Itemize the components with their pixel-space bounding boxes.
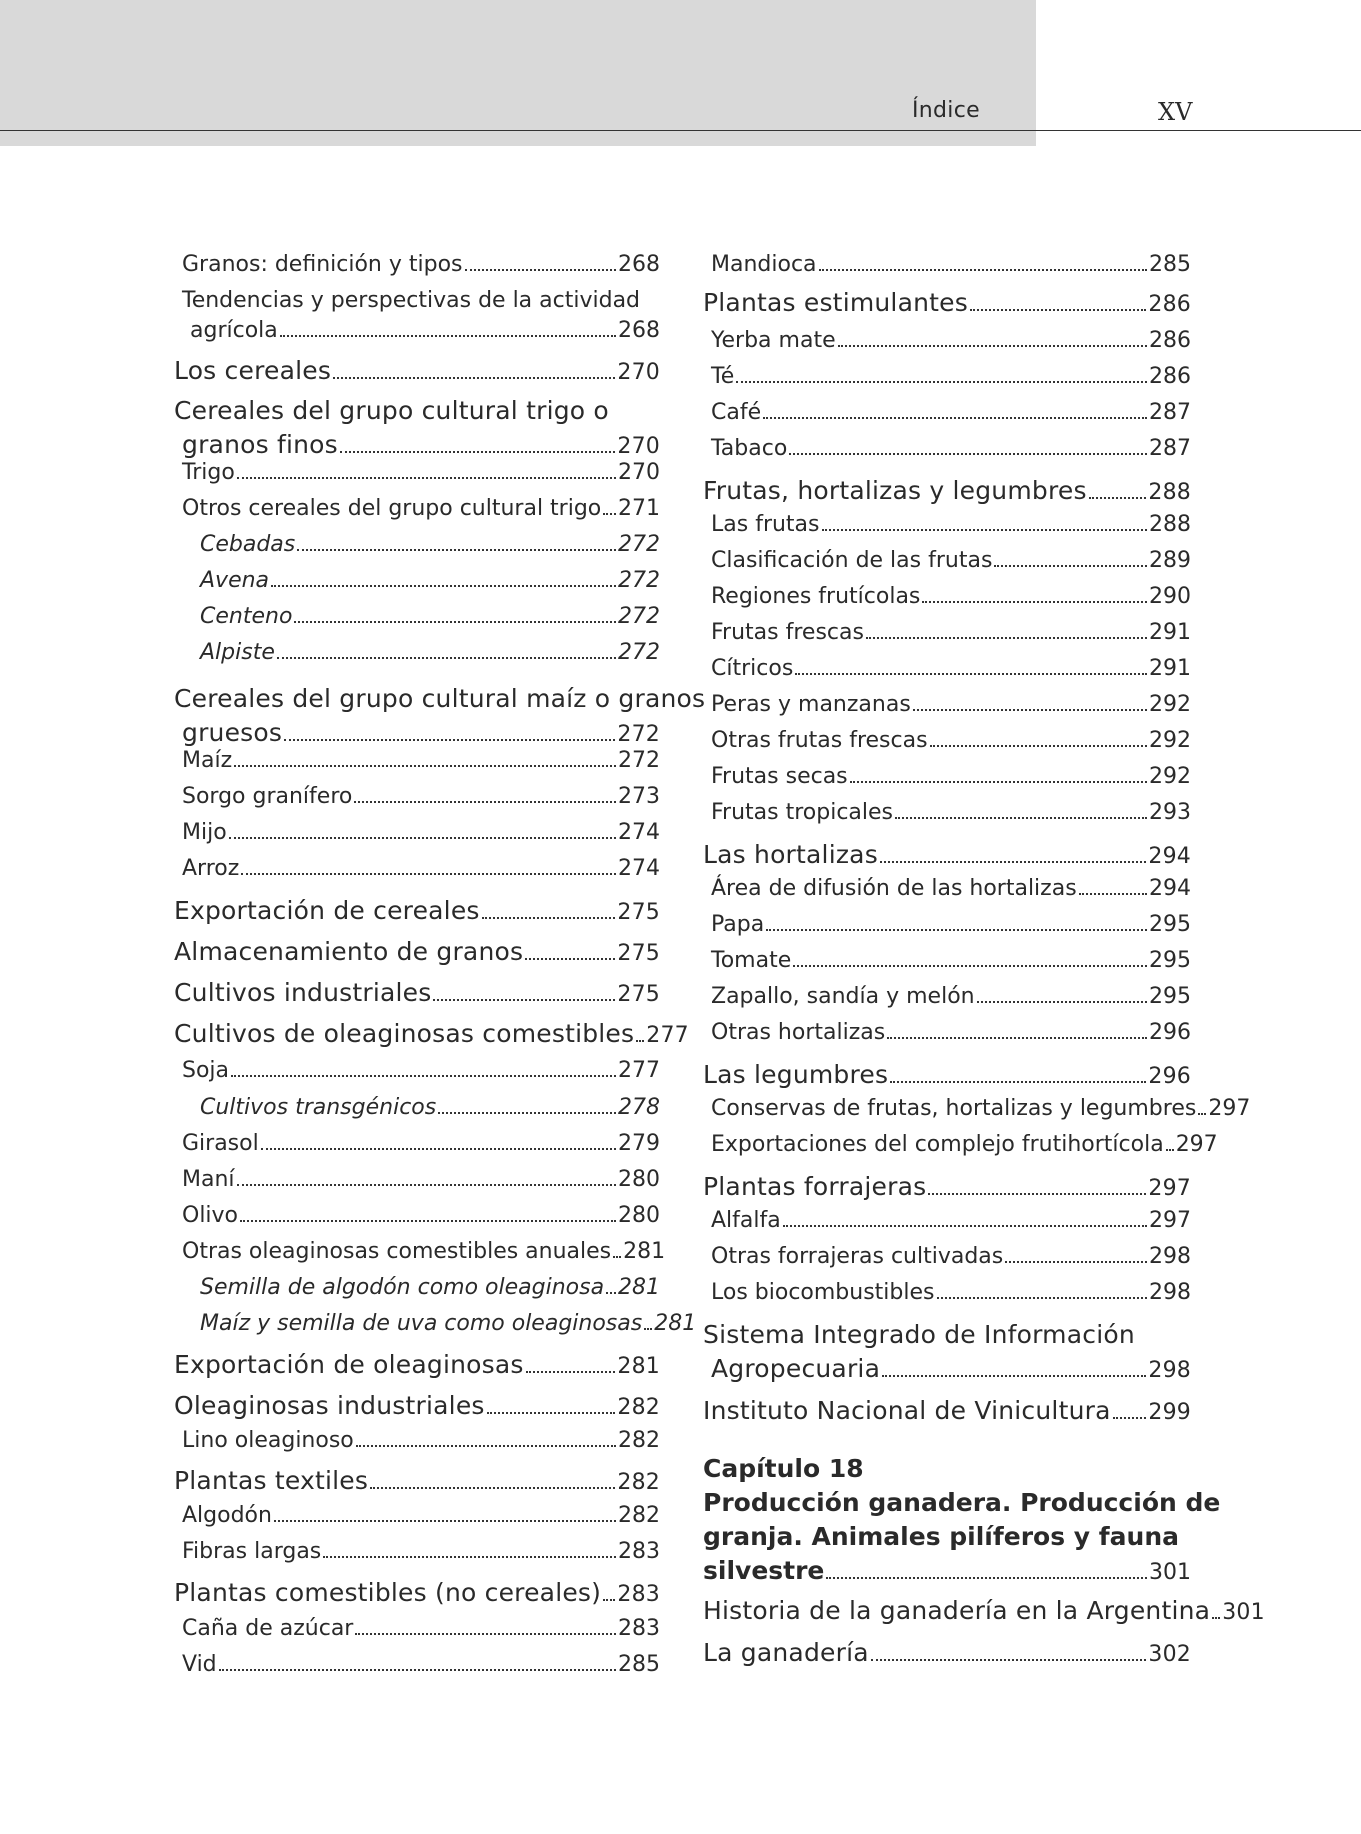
entry-page-number: 285 bbox=[1149, 252, 1191, 277]
entry-title: Cultivos industriales bbox=[174, 978, 432, 1007]
entry-page-number: 272 bbox=[618, 604, 660, 629]
chapter-title-entry bbox=[703, 1556, 1191, 1585]
entry-page-number: 299 bbox=[1148, 1400, 1191, 1425]
toc-entry bbox=[711, 800, 1191, 825]
entry-title: Yerba mate bbox=[711, 328, 836, 353]
toc-entry bbox=[182, 1167, 660, 1192]
toc-entry-line1: Sistema Integrado de Información bbox=[703, 1320, 1135, 1349]
entry-page-number: 270 bbox=[617, 360, 660, 385]
dot-leader bbox=[880, 861, 1146, 863]
dot-leader bbox=[240, 1220, 616, 1222]
toc-entry bbox=[182, 460, 660, 485]
entry-title: Historia de la ganadería en la Argentina bbox=[703, 1596, 1211, 1625]
entry-title: Alfalfa bbox=[711, 1208, 781, 1233]
entry-title: Avena bbox=[200, 568, 270, 593]
toc-entry bbox=[200, 1095, 660, 1120]
entry-title: Exportación de cereales bbox=[174, 896, 480, 925]
entry-page-number: 289 bbox=[1149, 548, 1191, 573]
toc-entry bbox=[711, 436, 1191, 461]
dot-leader bbox=[766, 929, 1147, 931]
toc-entry bbox=[190, 318, 660, 343]
entry-page-number: 293 bbox=[1149, 800, 1191, 825]
entry-title: Maíz y semilla de uva como oleaginosas bbox=[200, 1311, 643, 1336]
entry-title: Trigo bbox=[182, 460, 235, 485]
toc-entry bbox=[182, 1539, 660, 1564]
entry-title: Granos: definición y tipos bbox=[182, 252, 463, 277]
dot-leader bbox=[274, 1520, 616, 1522]
toc-entry bbox=[703, 1060, 1191, 1089]
entry-title: Sorgo granífero bbox=[182, 784, 353, 809]
dot-leader bbox=[793, 965, 1147, 967]
toc-entry-line1: Cereales del grupo cultural trigo o bbox=[174, 396, 609, 425]
dot-leader bbox=[913, 709, 1147, 711]
dot-leader bbox=[644, 1328, 652, 1330]
toc-entry bbox=[200, 568, 660, 593]
entry-title: gruesos bbox=[182, 718, 283, 747]
entry-page-number: 301 bbox=[1222, 1600, 1265, 1625]
entry-page-number: 291 bbox=[1149, 620, 1191, 645]
entry-title: Frutas, hortalizas y legumbres bbox=[703, 476, 1087, 505]
dot-leader bbox=[866, 637, 1147, 639]
dot-leader bbox=[229, 837, 616, 839]
entry-title: Té bbox=[711, 364, 735, 389]
dot-leader bbox=[355, 1633, 616, 1635]
entry-title: Exportación de oleaginosas bbox=[174, 1350, 524, 1379]
entry-title: Maíz bbox=[182, 748, 233, 773]
entry-page-number: 272 bbox=[618, 640, 660, 665]
toc-entry bbox=[711, 328, 1191, 353]
toc-entry bbox=[711, 764, 1191, 789]
dot-leader bbox=[297, 549, 616, 551]
toc-entry bbox=[711, 1208, 1191, 1233]
toc-entry bbox=[182, 1503, 660, 1528]
entry-page-number: 268 bbox=[618, 318, 660, 343]
entry-page-number: 282 bbox=[617, 1395, 660, 1420]
dot-leader bbox=[231, 1075, 616, 1077]
entry-title: Algodón bbox=[182, 1503, 272, 1528]
toc-entry bbox=[711, 512, 1191, 537]
toc-entry bbox=[182, 1652, 660, 1677]
entry-title: Soja bbox=[182, 1058, 230, 1083]
toc-entry bbox=[711, 620, 1191, 645]
entry-title: agrícola bbox=[190, 318, 278, 343]
dot-leader bbox=[1166, 1149, 1174, 1151]
chapter-label: Capítulo 18 bbox=[703, 1454, 864, 1483]
toc-entry bbox=[711, 656, 1191, 681]
toc-entry bbox=[200, 532, 660, 557]
page-number: XV bbox=[1158, 98, 1193, 126]
entry-page-number: 272 bbox=[618, 532, 660, 557]
entry-title: Regiones frutícolas bbox=[711, 584, 921, 609]
entry-page-number: 281 bbox=[617, 1354, 660, 1379]
toc-entry bbox=[711, 948, 1191, 973]
dot-leader bbox=[736, 381, 1147, 383]
toc-entry bbox=[182, 1239, 666, 1264]
toc-entry bbox=[182, 252, 660, 277]
entry-title: Girasol bbox=[182, 1131, 259, 1156]
dot-leader bbox=[977, 1001, 1147, 1003]
toc-entry bbox=[703, 840, 1191, 869]
entry-title: Mandioca bbox=[711, 252, 817, 277]
toc-entry bbox=[200, 640, 660, 665]
dot-leader bbox=[438, 1112, 616, 1114]
dot-leader bbox=[525, 958, 615, 960]
chapter-title-last: silvestre bbox=[703, 1556, 825, 1585]
entry-title: Olivo bbox=[182, 1203, 239, 1228]
entry-page-number: 288 bbox=[1149, 512, 1191, 537]
dot-leader bbox=[354, 801, 616, 803]
entry-page-number: 282 bbox=[617, 1470, 660, 1495]
entry-page-number: 286 bbox=[1148, 292, 1191, 317]
entry-page-number: 274 bbox=[618, 856, 660, 881]
entry-page-number: 275 bbox=[617, 982, 660, 1007]
entry-page-number: 292 bbox=[1149, 728, 1191, 753]
entry-page-number: 282 bbox=[618, 1503, 660, 1528]
entry-page-number: 272 bbox=[617, 722, 660, 747]
chapter-title-line: granja. Animales pilíferos y fauna bbox=[703, 1522, 1180, 1551]
toc-entry bbox=[711, 548, 1191, 573]
toc-entry bbox=[711, 400, 1191, 425]
dot-leader bbox=[284, 739, 615, 741]
dot-leader bbox=[789, 453, 1147, 455]
toc-entry bbox=[174, 937, 660, 966]
dot-leader bbox=[850, 781, 1147, 783]
entry-title: Otras frutas frescas bbox=[711, 728, 928, 753]
entry-title: Semilla de algodón como oleaginosa bbox=[200, 1275, 605, 1300]
dot-leader bbox=[826, 1577, 1147, 1579]
entry-page-number: 272 bbox=[618, 568, 660, 593]
entry-page-number: 279 bbox=[618, 1131, 660, 1156]
dot-leader bbox=[613, 1256, 621, 1258]
dot-leader bbox=[1089, 497, 1147, 499]
entry-title: Caña de azúcar bbox=[182, 1616, 354, 1641]
entry-title: Centeno bbox=[200, 604, 293, 629]
entry-title: Tomate bbox=[711, 948, 792, 973]
toc-entry bbox=[711, 728, 1191, 753]
toc-entry bbox=[711, 984, 1191, 1009]
dot-leader bbox=[370, 1487, 615, 1489]
toc-entry bbox=[703, 288, 1191, 317]
toc-entry bbox=[711, 252, 1191, 277]
toc-entry bbox=[174, 1466, 660, 1495]
entry-page-number: 288 bbox=[1148, 480, 1191, 505]
entry-title: Área de difusión de las hortalizas bbox=[711, 876, 1077, 901]
entry-page-number: 275 bbox=[617, 900, 660, 925]
toc-entry bbox=[182, 718, 660, 747]
dot-leader bbox=[795, 673, 1147, 675]
toc-entry bbox=[174, 1350, 660, 1379]
entry-title: Plantas comestibles (no cereales) bbox=[174, 1578, 602, 1607]
toc-entry bbox=[182, 430, 660, 459]
toc-entry bbox=[711, 364, 1191, 389]
entry-title: Otras oleaginosas comestibles anuales bbox=[182, 1239, 612, 1264]
toc-column-right bbox=[703, 0, 1265, 1834]
entry-title: Fibras largas bbox=[182, 1539, 322, 1564]
entry-title: Vid bbox=[182, 1652, 217, 1677]
dot-leader bbox=[838, 345, 1147, 347]
dot-leader bbox=[822, 529, 1148, 531]
entry-title: Mijo bbox=[182, 820, 227, 845]
entry-title: Café bbox=[711, 400, 762, 425]
dot-leader bbox=[487, 1412, 616, 1414]
dot-leader bbox=[887, 1037, 1147, 1039]
dot-leader bbox=[277, 657, 616, 659]
entry-title: Alpiste bbox=[200, 640, 275, 665]
toc-entry bbox=[703, 1596, 1265, 1625]
entry-page-number: 296 bbox=[1149, 1020, 1191, 1045]
toc-entry bbox=[182, 856, 660, 881]
toc-entry bbox=[182, 748, 660, 773]
dot-leader bbox=[783, 1225, 1147, 1227]
dot-leader bbox=[333, 377, 615, 379]
entry-page-number: 277 bbox=[646, 1023, 689, 1048]
toc-column-left bbox=[174, 0, 706, 1834]
toc-entry bbox=[174, 896, 660, 925]
entry-page-number: 281 bbox=[654, 1311, 697, 1336]
entry-page-number: 280 bbox=[618, 1203, 660, 1228]
entry-title: Cítricos bbox=[711, 656, 794, 681]
entry-page-number: 272 bbox=[618, 748, 660, 773]
entry-title: Tabaco bbox=[711, 436, 788, 461]
dot-leader bbox=[482, 917, 616, 919]
dot-leader bbox=[323, 1556, 616, 1558]
entry-title: Otras forrajeras cultivadas bbox=[711, 1244, 1004, 1269]
dot-leader bbox=[895, 817, 1147, 819]
entry-page-number: 298 bbox=[1149, 1280, 1191, 1305]
entry-page-number: 278 bbox=[618, 1095, 660, 1120]
entry-title: Oleaginosas industriales bbox=[174, 1391, 485, 1420]
entry-title: Clasificación de las frutas bbox=[711, 548, 993, 573]
entry-page-number: 277 bbox=[618, 1058, 660, 1083]
dot-leader bbox=[1212, 1617, 1220, 1619]
entry-page-number: 290 bbox=[1149, 584, 1191, 609]
entry-title: Frutas frescas bbox=[711, 620, 864, 645]
entry-page-number: 291 bbox=[1149, 656, 1191, 681]
entry-page-number: 302 bbox=[1148, 1642, 1191, 1667]
entry-title: Otros cereales del grupo cultural trigo bbox=[182, 496, 602, 521]
dot-leader bbox=[819, 269, 1147, 271]
dot-leader bbox=[294, 621, 616, 623]
entry-page-number: 286 bbox=[1149, 364, 1191, 389]
entry-title: Zapallo, sandía y melón bbox=[711, 984, 975, 1009]
entry-page-number: 270 bbox=[618, 460, 660, 485]
dot-leader bbox=[237, 1184, 616, 1186]
dot-leader bbox=[928, 1193, 1146, 1195]
toc-entry bbox=[174, 356, 660, 385]
toc-entry bbox=[703, 476, 1191, 505]
dot-leader bbox=[970, 309, 1146, 311]
entry-page-number: 283 bbox=[618, 1539, 660, 1564]
entry-page-number: 273 bbox=[618, 784, 660, 809]
dot-leader bbox=[606, 1292, 616, 1294]
dot-leader bbox=[1198, 1113, 1206, 1115]
toc-entry bbox=[174, 978, 660, 1007]
toc-entry bbox=[711, 584, 1191, 609]
entry-title: Cultivos de oleaginosas comestibles bbox=[174, 1019, 635, 1048]
toc-entry bbox=[182, 820, 660, 845]
entry-title: Arroz bbox=[182, 856, 240, 881]
toc-entry bbox=[711, 1096, 1251, 1121]
entry-page-number: 297 bbox=[1175, 1132, 1218, 1157]
dot-leader bbox=[890, 1081, 1146, 1083]
toc-entry bbox=[703, 1638, 1191, 1667]
entry-title: Conservas de frutas, hortalizas y legumbres bbox=[711, 1096, 1197, 1121]
entry-title: Almacenamiento de granos bbox=[174, 937, 524, 966]
toc-entry bbox=[711, 912, 1191, 937]
entry-page-number: 295 bbox=[1149, 948, 1191, 973]
entry-page-number: 268 bbox=[618, 252, 660, 277]
entry-page-number: 271 bbox=[618, 496, 660, 521]
toc-entry bbox=[200, 1311, 697, 1336]
dot-leader bbox=[241, 873, 616, 875]
entry-page-number: 286 bbox=[1149, 328, 1191, 353]
toc-entry bbox=[174, 1391, 660, 1420]
entry-page-number: 282 bbox=[618, 1428, 660, 1453]
dot-leader bbox=[763, 417, 1147, 419]
entry-page-number: 295 bbox=[1149, 984, 1191, 1009]
chapter-title-line: Producción ganadera. Producción de bbox=[703, 1488, 1221, 1517]
entry-title: Plantas forrajeras bbox=[703, 1172, 927, 1201]
entry-title: Los biocombustibles bbox=[711, 1280, 935, 1305]
entry-title: Frutas tropicales bbox=[711, 800, 894, 825]
entry-page-number: 283 bbox=[618, 1616, 660, 1641]
entry-page-number: 280 bbox=[618, 1167, 660, 1192]
dot-leader bbox=[261, 1148, 616, 1150]
toc-entry bbox=[182, 1203, 660, 1228]
entry-page-number: 296 bbox=[1148, 1064, 1191, 1089]
dot-leader bbox=[636, 1040, 644, 1042]
toc-entry bbox=[711, 1354, 1191, 1383]
entry-title: Agropecuaria bbox=[711, 1354, 881, 1383]
toc-entry bbox=[711, 1244, 1191, 1269]
dot-leader bbox=[237, 477, 616, 479]
entry-page-number: 270 bbox=[617, 434, 660, 459]
entry-page-number: 283 bbox=[617, 1582, 660, 1607]
dot-leader bbox=[603, 513, 616, 515]
toc-entry bbox=[182, 1131, 660, 1156]
entry-page-number: 294 bbox=[1148, 844, 1191, 869]
entry-title: Plantas textiles bbox=[174, 1466, 369, 1495]
toc-entry bbox=[182, 496, 660, 521]
running-head-title: Índice bbox=[912, 98, 980, 123]
toc-entry bbox=[182, 1058, 660, 1083]
entry-page-number: 297 bbox=[1208, 1096, 1251, 1121]
toc-entry bbox=[174, 1578, 660, 1607]
toc-entry-line1: Tendencias y perspectivas de la actividad bbox=[182, 288, 641, 313]
entry-title: Las hortalizas bbox=[703, 840, 878, 869]
entry-page-number: 287 bbox=[1149, 436, 1191, 461]
dot-leader bbox=[234, 765, 616, 767]
entry-page-number: 281 bbox=[618, 1275, 660, 1300]
toc-entry bbox=[200, 604, 660, 629]
entry-page-number: 298 bbox=[1148, 1358, 1191, 1383]
entry-page-number: 292 bbox=[1149, 692, 1191, 717]
entry-title: Papa bbox=[711, 912, 765, 937]
dot-leader bbox=[1005, 1261, 1147, 1263]
entry-title: Cebadas bbox=[200, 532, 296, 557]
dot-leader bbox=[882, 1375, 1146, 1377]
toc-entry bbox=[711, 692, 1191, 717]
dot-leader bbox=[871, 1659, 1147, 1661]
entry-page-number: 281 bbox=[623, 1239, 666, 1264]
toc-entry bbox=[711, 1020, 1191, 1045]
entry-page-number: 295 bbox=[1149, 912, 1191, 937]
entry-title: Peras y manzanas bbox=[711, 692, 911, 717]
dot-leader bbox=[433, 999, 615, 1001]
dot-leader bbox=[465, 269, 617, 271]
toc-entry bbox=[182, 1616, 660, 1641]
entry-title: Otras hortalizas bbox=[711, 1020, 886, 1045]
dot-leader bbox=[280, 335, 616, 337]
dot-leader bbox=[922, 601, 1147, 603]
toc-entry bbox=[182, 784, 660, 809]
dot-leader bbox=[930, 745, 1147, 747]
entry-page-number: 297 bbox=[1148, 1176, 1191, 1201]
entry-page-number: 292 bbox=[1149, 764, 1191, 789]
entry-page-number: 294 bbox=[1149, 876, 1191, 901]
entry-page-number: 298 bbox=[1149, 1244, 1191, 1269]
entry-page-number: 275 bbox=[617, 941, 660, 966]
dot-leader bbox=[1079, 893, 1147, 895]
entry-page-number: 297 bbox=[1149, 1208, 1191, 1233]
entry-page-number: 274 bbox=[618, 820, 660, 845]
toc-entry-line1: Cereales del grupo cultural maíz o granos bbox=[174, 684, 706, 713]
entry-title: Plantas estimulantes bbox=[703, 288, 968, 317]
entry-title: Cultivos transgénicos bbox=[200, 1095, 437, 1120]
entry-title: Las legumbres bbox=[703, 1060, 889, 1089]
entry-title: Frutas secas bbox=[711, 764, 848, 789]
entry-title: Maní bbox=[182, 1167, 235, 1192]
dot-leader bbox=[1113, 1417, 1147, 1419]
toc-entry bbox=[703, 1172, 1191, 1201]
dot-leader bbox=[356, 1445, 616, 1447]
entry-title: Exportaciones del complejo frutihortícola bbox=[711, 1132, 1164, 1157]
entry-title: granos finos bbox=[182, 430, 338, 459]
dot-leader bbox=[340, 451, 616, 453]
toc-entry bbox=[200, 1275, 660, 1300]
entry-title: Lino oleaginoso bbox=[182, 1428, 354, 1453]
chapter-page-number: 301 bbox=[1149, 1560, 1191, 1585]
dot-leader bbox=[219, 1669, 616, 1671]
toc-entry bbox=[711, 1132, 1218, 1157]
toc-entry bbox=[711, 1280, 1191, 1305]
dot-leader bbox=[271, 585, 616, 587]
entry-title: Los cereales bbox=[174, 356, 332, 385]
dot-leader bbox=[994, 565, 1147, 567]
dot-leader bbox=[526, 1371, 616, 1373]
entry-page-number: 287 bbox=[1149, 400, 1191, 425]
dot-leader bbox=[937, 1297, 1148, 1299]
entry-page-number: 285 bbox=[618, 1652, 660, 1677]
toc-entry bbox=[711, 876, 1191, 901]
entry-title: La ganadería bbox=[703, 1638, 869, 1667]
dot-leader bbox=[603, 1599, 615, 1601]
toc-entry bbox=[703, 1396, 1191, 1425]
entry-title: Las frutas bbox=[711, 512, 820, 537]
toc-entry bbox=[182, 1428, 660, 1453]
toc-entry bbox=[174, 1019, 689, 1048]
entry-title: Instituto Nacional de Vinicultura bbox=[703, 1396, 1111, 1425]
